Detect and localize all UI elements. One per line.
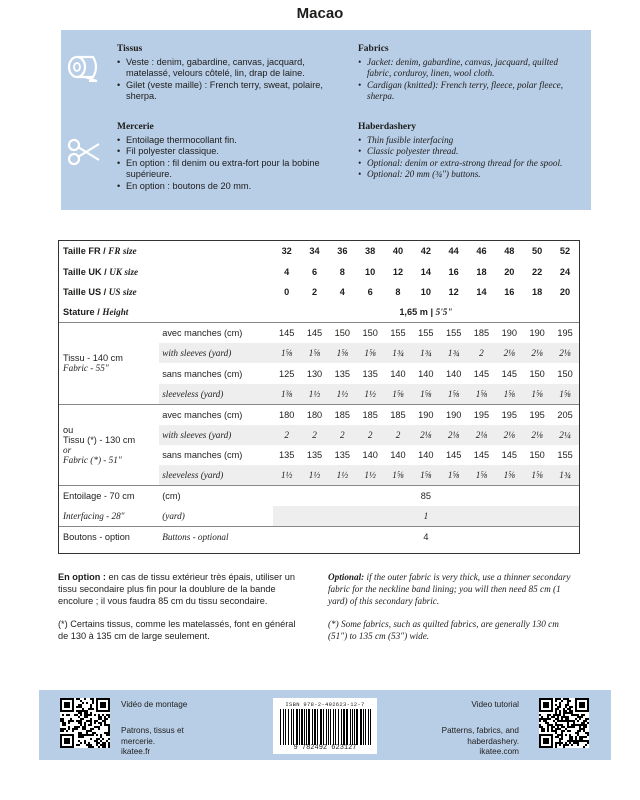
yardage-value: 1¾	[412, 343, 440, 363]
isbn-barcode	[273, 698, 377, 754]
fabric-row	[59, 323, 579, 343]
footer-shop-fr-line2: mercerie.	[121, 736, 156, 746]
yardage-value: 195	[495, 404, 523, 424]
size-value: 4	[284, 266, 290, 277]
size-value: 50	[532, 246, 543, 257]
size-value: 8	[339, 266, 345, 277]
yardage-value: 2⅛	[523, 343, 551, 363]
fabric-row	[59, 404, 579, 424]
stature-row	[59, 302, 579, 322]
fabric-en-item: • Cardigan (knitted): French terry, fleece, polar fleece, sherpa.	[358, 80, 580, 103]
yardage-value: 190	[412, 404, 440, 424]
yardage-value: 2¼	[551, 425, 579, 445]
size-value: 22	[532, 266, 543, 277]
yardage-value: 1¾	[440, 343, 468, 363]
yardage-value: 1½	[301, 384, 329, 404]
fabric-en	[358, 44, 580, 103]
isbn-number: 9 782492 623127	[293, 744, 357, 752]
size-value: 10	[365, 266, 376, 277]
yardage-value: 195	[468, 404, 496, 424]
stature-label	[59, 302, 273, 322]
note-star-fr: (*) Certains tissus, comme les matelassés, font en général de 130 à 135 cm de large seulement.	[58, 619, 296, 642]
yardage-value: 145	[445, 450, 462, 461]
yardage-value: 145	[473, 368, 490, 379]
yardage-value: 2	[328, 425, 356, 445]
yardage-value: 1⅝	[495, 384, 523, 404]
yardage-value: 2⅛	[495, 425, 523, 445]
yardage-value: 135	[306, 450, 323, 461]
yardage-value: 1⅝	[273, 343, 301, 363]
size-value: 34	[309, 246, 320, 257]
yardage-value: 150	[529, 368, 545, 379]
yardage-value: 185	[468, 323, 496, 343]
stature-value-fr: 1,65 m |	[399, 307, 434, 318]
yardage-value: 1½	[356, 384, 384, 404]
yardage-value: 2⅛	[440, 425, 468, 445]
footer-video-fr: Vidéo de montage	[121, 700, 188, 709]
yardage-value: 135	[334, 368, 350, 379]
yardage-value: 1⅝	[384, 384, 412, 404]
interfacing-unit-en: (yard)	[162, 511, 185, 522]
size-value: 8	[395, 286, 401, 297]
fabric-fr-item: • Veste : denim, gabardine, canvas, jacquard, matelassé, velours côtelé, lin, drap de laine.	[117, 57, 325, 80]
size-value: 10	[420, 286, 431, 297]
size-value: 52	[559, 246, 571, 257]
size-value: 48	[504, 246, 515, 257]
yardage-value: 145	[501, 368, 517, 379]
yardage-value: 1⅝	[301, 343, 329, 363]
yardage-value: 135	[334, 450, 350, 461]
size-value: 18	[532, 286, 543, 297]
haberdashery-en-item: • Thin fusible interfacing	[358, 135, 580, 147]
yardage-value: 1⅝	[328, 343, 356, 363]
fabric140-label-en: Fabric - 55"	[63, 363, 109, 374]
stature-value	[273, 302, 579, 322]
size-uk-row-label	[59, 261, 273, 281]
footer-url-en[interactable]: ikatee.com	[479, 747, 519, 756]
size-value: 14	[476, 286, 487, 297]
yardage-value: 1⅝	[551, 384, 579, 404]
notes-en	[328, 572, 580, 643]
fabric-roll-icon	[67, 54, 101, 84]
haberdashery-fr-item: • Entoilage thermocollant fin.	[117, 135, 325, 147]
scissors-icon	[67, 138, 101, 166]
interfacing-value-en: 1	[273, 506, 579, 526]
fabric140-label	[59, 323, 159, 405]
yardage-value: 150	[529, 450, 545, 461]
haberdashery-en-item: • Optional: 20 mm (¾") buttons.	[358, 169, 580, 181]
interfacing-row-en	[59, 506, 579, 526]
yardage-value: 1⅝	[523, 465, 551, 485]
yardage-value: 1⅝	[356, 343, 384, 363]
fabric-fr	[117, 44, 325, 103]
haberdashery-fr-heading: Mercerie	[117, 122, 154, 132]
size-us-row-label-fr: Taille US /	[63, 286, 107, 297]
size-value: 12	[392, 266, 404, 277]
yardage-value: 1⅝	[495, 465, 523, 485]
buttons-row	[59, 526, 579, 546]
footer-shop-en	[442, 726, 519, 758]
footer-video-en: Video tutorial	[471, 700, 519, 709]
fabric-en-item: • Jacket: denim, gabardine, canvas, jacquard, quilted fabric, corduroy, linen, wool cloth.	[358, 57, 580, 80]
yardage-value: 2	[273, 425, 301, 445]
yardage-value: 140	[390, 368, 406, 379]
haberdashery-en-item: • Classic polyester thread.	[358, 146, 580, 158]
yardage-value: 145	[273, 323, 301, 343]
row-label: with sleeves (yard)	[159, 425, 273, 445]
note-option-fr	[58, 572, 308, 607]
interfacing-row-fr	[59, 486, 579, 506]
yardage-value: 135	[362, 368, 378, 379]
qr-code-fr[interactable]	[60, 698, 110, 748]
size-value: 14	[420, 266, 431, 277]
yardage-value: 190	[495, 323, 523, 343]
yardage-value: 130	[306, 368, 323, 379]
size-uk-row-label-fr: Taille UK /	[63, 266, 107, 277]
yardage-value: 1⅝	[523, 384, 551, 404]
size-value: 38	[365, 246, 376, 257]
yardage-value: 185	[384, 404, 412, 424]
fabric130-label	[59, 404, 159, 486]
yardage-value: 155	[412, 323, 440, 343]
yardage-value: 180	[273, 404, 301, 424]
row-label: sans manches (cm)	[162, 450, 243, 461]
yardage-value: 1½	[273, 465, 301, 485]
yardage-value: 195	[551, 323, 579, 343]
yardage-value: 190	[440, 404, 468, 424]
note-option-en	[328, 572, 580, 607]
yardage-value: 1⅜	[273, 384, 301, 404]
note-star-en: (*) Some fabrics, such as quilted fabrics, are generally 130 cm (51") to 135 cm (53") wide.	[328, 619, 559, 642]
size-value: 36	[337, 246, 348, 257]
fabric-en-heading: Fabrics	[358, 44, 389, 54]
size-us-row-label-en: US size	[108, 286, 137, 297]
yardage-value: 1⅝	[468, 384, 496, 404]
size-value: 24	[559, 266, 571, 277]
yardage-value: 145	[501, 450, 517, 461]
yardage-value: 2	[356, 425, 384, 445]
footer-shop-en-line1: Patterns, fabrics, and	[441, 726, 519, 735]
buttons-value: 4	[273, 526, 579, 546]
yardage-value: 2	[468, 343, 496, 363]
footer-shop-en-line2: haberdashery.	[467, 736, 519, 746]
size-value: 42	[420, 246, 431, 257]
page-title: Macao	[296, 5, 344, 22]
yardage-value: 2⅛	[495, 343, 523, 363]
haberdashery-en	[358, 122, 580, 181]
fabric140-label-fr: Tissu - 140 cm	[63, 353, 123, 364]
fabric-fr-heading: Tissus	[117, 44, 143, 54]
size-value: 44	[448, 246, 459, 257]
yardage-value: 125	[279, 368, 295, 379]
yardage-value: 1¾	[384, 343, 412, 363]
yardage-value: 1⅝	[384, 465, 412, 485]
footer-shop-fr-line1: Patrons, tissus et	[121, 726, 184, 735]
size-value: 32	[281, 246, 292, 257]
size-fr-row-label	[59, 241, 273, 261]
size-us-row-label	[59, 282, 273, 302]
yardage-value: 145	[473, 450, 490, 461]
fabric-fr-item: • Gilet (veste maille) : French terry, sweat, polaire, sherpa.	[117, 80, 325, 103]
supplies-panel	[61, 30, 591, 210]
yardage-value: 140	[362, 450, 378, 461]
yardage-value: 185	[356, 404, 384, 424]
yardage-table	[58, 240, 580, 554]
yardage-value: 1½	[301, 465, 329, 485]
haberdashery-fr	[117, 122, 325, 193]
fabric130-label-2: Tissu (*) - 130 cm	[63, 434, 136, 445]
yardage-value: 150	[356, 323, 384, 343]
barcode-bars	[278, 709, 374, 745]
yardage-value: 140	[445, 368, 462, 379]
yardage-value: 2	[384, 425, 412, 445]
yardage-value: 1½	[356, 465, 384, 485]
size-uk-row-label-en: UK size	[109, 266, 139, 277]
yardage-value: 155	[557, 450, 573, 461]
interfacing-label-en: Interfacing - 28"	[63, 511, 125, 522]
size-value: 16	[448, 266, 459, 277]
size-fr-row-label-en: FR size	[108, 246, 137, 257]
footer-url-fr[interactable]: ikatee.fr	[121, 747, 151, 756]
size-value: 46	[476, 246, 487, 257]
size-value: 4	[339, 286, 345, 297]
yardage-value: 150	[328, 323, 356, 343]
stature-label-fr: Stature /	[63, 307, 100, 318]
haberdashery-fr-item: • Fil polyester classique.	[117, 146, 325, 158]
yardage-value: 155	[440, 323, 468, 343]
note-option-fr-bold: En option :	[58, 572, 106, 582]
interfacing-label-fr: Entoilage - 70 cm	[59, 486, 159, 506]
row-label: avec manches (cm)	[159, 404, 273, 424]
isbn-label: ISBN 978-2-492623-12-7	[285, 701, 365, 708]
size-value: 0	[284, 286, 290, 297]
size-value: 6	[367, 286, 373, 297]
haberdashery-fr-item: • En option : fil denim ou extra-fort pour la bobine supérieure.	[117, 158, 325, 181]
yardage-value: 185	[328, 404, 356, 424]
row-label: avec manches (cm)	[159, 323, 273, 343]
size-value: 2	[311, 286, 318, 297]
note-option-fr-text: en cas de tissu extérieur très épais, utiliser un tissu secondaire plus fin pour la doublure de la bande encolure ; il vous faudra 85 cm du tissu secondaire.	[58, 572, 295, 606]
size-uk-row	[59, 261, 579, 281]
yardage-value: 2⅛	[551, 343, 579, 363]
buttons-label-fr: Boutons - option	[59, 526, 159, 546]
size-value: 6	[311, 266, 318, 277]
size-value: 12	[448, 286, 459, 297]
qr-code-en[interactable]	[539, 698, 589, 748]
yardage-value: 1⅝	[468, 465, 496, 485]
buttons-label-en: Buttons - optional	[159, 526, 273, 546]
yardage-value: 1½	[328, 384, 356, 404]
yardage-value: 135	[279, 450, 295, 461]
yardage-value: 140	[418, 450, 434, 461]
note-option-en-text: if the outer fabric is very thick, use a thinner secondary fabric for the neckline band lining; you will then need 85 cm (1 yard) of this secondary fabric.	[328, 572, 571, 606]
fabric130-label-3: or	[63, 444, 72, 455]
interfacing-value-fr: 85	[273, 486, 579, 506]
yardage-value: 1½	[328, 465, 356, 485]
yardage-value: 1¾	[551, 465, 579, 485]
yardage-value: 1⅝	[440, 384, 468, 404]
stature-value-en: 5'5"	[435, 307, 453, 318]
haberdashery-en-item: • Optional: denim or extra-strong thread for the spool.	[358, 158, 580, 170]
yardage-value: 1⅝	[412, 384, 440, 404]
footer	[39, 690, 611, 760]
yardage-value: 195	[523, 404, 551, 424]
stature-label-en: Height	[102, 307, 129, 318]
yardage-value: 190	[523, 323, 551, 343]
row-label: sans manches (cm)	[162, 368, 243, 379]
yardage-value: 145	[301, 323, 329, 343]
row-label: sleeveless (yard)	[159, 384, 273, 404]
yardage-value: 2	[301, 425, 329, 445]
fabric130-label-4: Fabric (*) - 51"	[63, 454, 122, 465]
notes-fr	[58, 572, 308, 643]
yardage-value: 2⅛	[412, 425, 440, 445]
size-value: 40	[392, 246, 404, 257]
note-option-en-bold: Optional:	[328, 572, 365, 582]
yardage-value: 180	[301, 404, 329, 424]
row-label: with sleeves (yard)	[159, 343, 273, 363]
size-value: 20	[504, 266, 515, 277]
size-fr-row	[59, 241, 579, 261]
yardage-value: 1⅝	[412, 465, 440, 485]
size-fr-row-label-fr: Taille FR /	[63, 246, 106, 257]
size-value: 18	[476, 266, 487, 277]
interfacing-unit-fr: (cm)	[159, 486, 273, 506]
yardage-value: 140	[418, 368, 434, 379]
haberdashery-en-heading: Haberdashery	[358, 122, 417, 132]
yardage-value: 140	[390, 450, 406, 461]
size-value: 20	[559, 286, 571, 297]
yardage-value: 205	[551, 404, 579, 424]
yardage-value: 2⅛	[523, 425, 551, 445]
haberdashery-fr-item: • En option : boutons de 20 mm.	[117, 181, 325, 193]
yardage-value: 2⅛	[468, 425, 496, 445]
fabric130-label-1: ou	[63, 424, 74, 435]
yardage-value: 150	[557, 368, 573, 379]
row-label: sleeveless (yard)	[159, 465, 273, 485]
yardage-value: 155	[384, 323, 412, 343]
footer-shop-fr	[121, 726, 184, 758]
yardage-value: 1⅝	[440, 465, 468, 485]
size-value: 16	[504, 286, 515, 297]
size-us-row	[59, 282, 579, 302]
